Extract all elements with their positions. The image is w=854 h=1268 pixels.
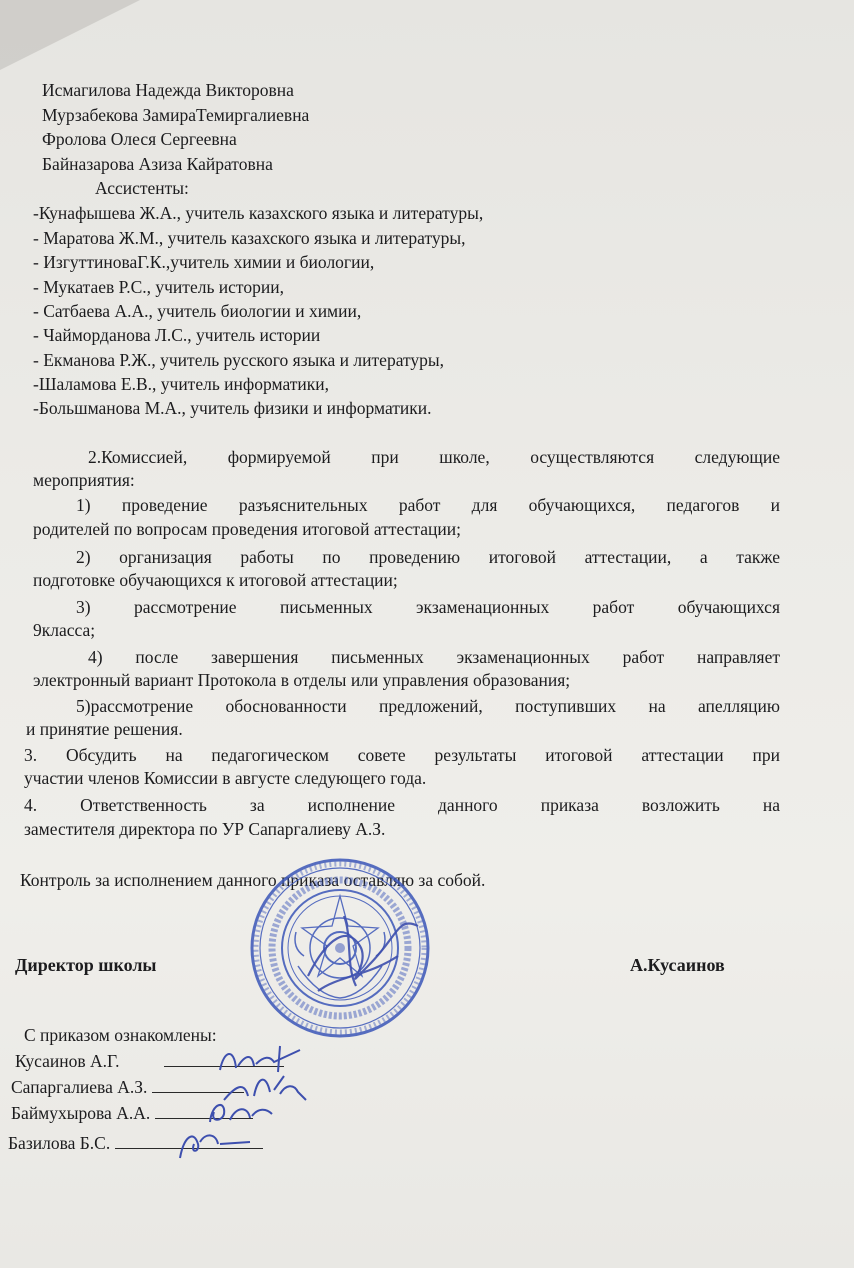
acknowledged-name-1-text: Кусаинов А.Г.	[15, 1051, 120, 1071]
item-3-line-2: 9класса;	[33, 620, 96, 640]
assistant-9: -Большманова М.А., учитель физики и информатики.	[33, 398, 432, 418]
assistant-2: - Маратова Ж.М., учитель казахского языка и литературы,	[33, 228, 466, 248]
member-2: Мурзабекова ЗамираТемиргалиевна	[42, 105, 310, 125]
paragraph-2-line-2: мероприятия:	[33, 470, 135, 490]
assistant-7: - Екманова Р.Ж., учитель русского языка и литературы,	[33, 350, 445, 370]
item-4-line-1: 4) после завершения письменных экзаменационных работ направляет	[88, 647, 780, 667]
assistant-3: - ИзгуттиноваГ.К.,учитель химии и биологии,	[33, 252, 375, 272]
member-1: Исмагилова Надежда Викторовна	[42, 80, 294, 100]
item-5-line-1: 5)рассмотрение обоснованности предложений, поступивших на апелляцию	[76, 696, 780, 716]
item-3-line-1: 3) рассмотрение письменных экзаменационных работ обучающихся	[76, 597, 780, 617]
director-title: Директор школы	[15, 955, 157, 975]
acknowledged-name-4-text: Базилова Б.С.	[8, 1133, 111, 1153]
item-1-line-2: родителей по вопросам проведения итоговой аттестации;	[33, 519, 462, 539]
paragraph-4-line-2: заместителя директора по УР Сапаргалиеву А.З.	[24, 819, 386, 839]
official-seal-stamp	[248, 856, 432, 1040]
paragraph-2-line-1: 2.Комиссией, формируемой при школе, осуществляются следующие	[88, 447, 780, 467]
acknowledged-heading: С приказом ознакомлены:	[24, 1025, 217, 1045]
assistant-1: -Кунафышева Ж.А., учитель казахского языка и литературы,	[33, 203, 484, 223]
acknowledged-name-2-text: Сапаргалиева А.З.	[11, 1077, 148, 1097]
control-statement: Контроль за исполнением данного приказа оставляю за собой.	[20, 870, 486, 890]
item-2-line-2: подготовке обучающихся к итоговой аттестации;	[33, 570, 398, 590]
item-4-line-2: электронный вариант Протокола в отделы или управления образования;	[33, 670, 571, 690]
director-name: А.Кусаинов	[630, 955, 725, 975]
paragraph-4-line-1: 4. Ответственность за исполнение данного приказа возложить на	[24, 795, 780, 815]
paragraph-3-line-1: 3. Обсудить на педагогическом совете результаты итоговой аттестации при	[24, 745, 780, 765]
member-3: Фролова Олеся Сергеевна	[42, 129, 237, 149]
assistant-5: - Сатбаева А.А., учитель биологии и химии,	[33, 301, 362, 321]
assistant-6: - Чайморданова Л.С., учитель истории	[33, 325, 321, 345]
signature-bazilova	[160, 1122, 260, 1162]
assistant-4: - Мукатаев Р.С., учитель истории,	[33, 277, 284, 297]
assistants-heading: Ассистенты:	[95, 178, 189, 198]
paragraph-3-line-2: участии членов Комиссии в августе следующего года.	[24, 768, 427, 788]
item-1-line-1: 1) проведение разъяснительных работ для обучающихся, педагогов и	[76, 495, 780, 515]
item-2-line-1: 2) организация работы по проведению итоговой аттестации, а также	[76, 547, 780, 567]
assistant-8: -Шаламова Е.В., учитель информатики,	[33, 374, 330, 394]
member-4: Байназарова Азиза Кайратовна	[42, 154, 273, 174]
item-5-line-2: и принятие решения.	[26, 719, 183, 739]
acknowledged-name-3-text: Баймухырова А.А.	[11, 1103, 151, 1123]
